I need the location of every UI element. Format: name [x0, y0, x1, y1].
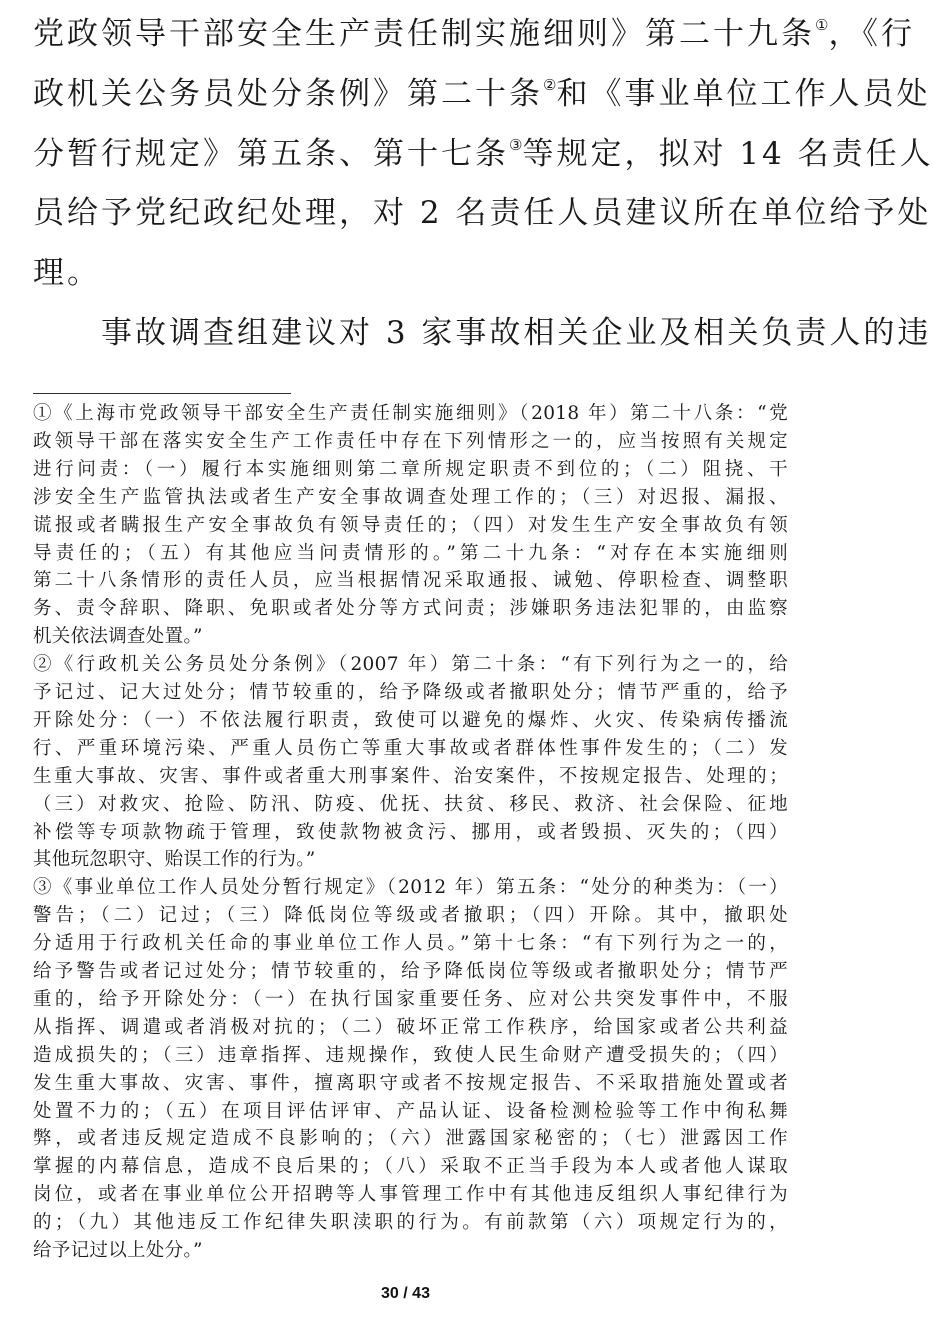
body-text-segment: ，《行 [828, 16, 915, 52]
footnote-line: 分适用于行政机关任命的事业单位工作人员。”第十七条：“有下列行为之一的， [33, 933, 788, 955]
footnote-marker: ① [815, 16, 829, 34]
footnote-line: 给予记过以上处分。” [33, 1240, 203, 1261]
footnote-line: 弊，或者违反规定造成不良影响的；（六）泄露国家秘密的；（七）泄露因工作 [33, 1128, 788, 1150]
footnote-marker: ③ [509, 136, 523, 154]
footnote-line: （三）对救灾、抢险、防汛、防疫、优抚、扶贫、移民、救济、社会保险、征地 [33, 793, 788, 815]
body-line [33, 136, 934, 172]
footnote-line: 涉安全生产监管执法或者生产安全事故调查处理工作的；（三）对迟报、漏报、 [33, 486, 788, 508]
footnote-line: 重的，给予开除处分：（一）在执行国家重要任务、应对公共突发事件中，不服 [33, 988, 788, 1010]
footnote-line: 谎报或者瞒报生产安全事故负有领导责任的；（四）对发生生产安全事故负有领 [33, 514, 788, 536]
footnote-line: 第二十八条情形的责任人员，应当根据情况采取通报、诫勉、停职检查、调整职 [33, 570, 788, 592]
footnote-line: 警告；（二）记过；（三）降低岗位等级或者撤职；（四）开除。其中，撤职处 [33, 905, 788, 927]
footnote-line: 从指挥、调遣或者消极对抗的；（二）破坏正常工作秩序，给国家或者公共利益 [33, 1016, 788, 1038]
body-text-segment: 分暂行规定》第五条、第十七条 [33, 136, 509, 172]
body-text-segment: 员给予党纪政纪处理，对 2 名责任人员建议所在单位给予处 [33, 195, 932, 231]
body-line [33, 195, 932, 231]
body-text-segment: 政机关公务员处分条例》第二十条 [33, 76, 543, 112]
footnote-line: 岗位，或者在事业单位公开招聘等人事管理工作中有其他违反组织人事纪律行为 [33, 1184, 788, 1206]
footnote-line: ②《行政机关公务员处分条例》（2007 年）第二十条：“有下列行为之一的，给 [33, 654, 788, 676]
body-text-segment: 党政领导干部安全生产责任制实施细则》第二十九条 [33, 16, 815, 52]
footnote-line: 政领导干部在落实安全生产工作责任中存在下列情形之一的，应当按照有关规定 [33, 430, 788, 452]
footnote-separator [33, 393, 291, 394]
footnote-line: 予记过、记大过处分；情节较重的，给予降级或者撤职处分；情节严重的，给予 [33, 682, 788, 703]
footnote-line: ①《上海市党政领导干部安全生产责任制实施细则》（2018 年）第二十八条：“党 [33, 403, 788, 424]
body-line [33, 76, 931, 112]
footnote-line: 机关依法调查处置。” [33, 626, 203, 648]
footnote-line: 行、严重环境污染、严重人员伤亡等重大事故或者群体性事件发生的；（二）发 [33, 737, 788, 759]
footnote-line: 开除处分：（一）不依法履行职责，致使可以避免的爆炸、火灾、传染病传播流 [33, 709, 788, 731]
body-text-segment: 理。 [33, 255, 101, 291]
footnote-line: 掌握的内幕信息，造成不良后果的；（八）采取不正当手段为本人或者他人谋取 [33, 1156, 788, 1178]
footnote-line: ③《事业单位工作人员处分暂行规定》（2012 年）第五条：“处分的种类为：（一） [33, 877, 788, 899]
footnote-line: 导责任的；（五）有其他应当问责情形的。”第二十九条：“对存在本实施细则 [33, 542, 788, 564]
body-text-segment: 等规定，拟对 14 名责任人 [522, 136, 934, 172]
footnote-line: 处置不力的；（五）在项目评估评审、产品认证、设备检测检验等工作中徇私舞 [33, 1100, 788, 1122]
footnote-line: 进行问责：（一）履行本实施细则第二章所规定职责不到位的；（二）阻挠、干 [33, 458, 788, 480]
body-text-segment: 和《事业单位工作人员处 [556, 76, 931, 112]
footnote-line: 的；（九）其他违反工作纪律失职渎职的行为。有前款第（六）项规定行为的， [33, 1212, 788, 1234]
page-number: 30 / 43 [381, 1285, 430, 1302]
footnote-line: 其他玩忽职守、贻误工作的行为。” [33, 849, 316, 871]
footnote-line: 务、责令辞职、降职、免职或者处分等方式问责；涉嫌职务违法犯罪的，由监察 [33, 598, 788, 620]
body-line [33, 255, 783, 291]
body-text-segment: 事故调查组建议对 3 家事故相关企业及相关负责人的违 [33, 315, 932, 351]
body-line [33, 315, 932, 351]
body-line [33, 16, 915, 52]
footnote-line: 造成损失的；（三）违章指挥、违规操作，致使人民生命财产遭受损失的；（四） [33, 1044, 788, 1066]
footnote-line: 生重大事故、灾害、事件或者重大刑事案件、治安案件，不按规定报告、处理的； [33, 765, 788, 787]
footnote-line: 补偿等专项款物疏于管理，致使款物被贪污、挪用，或者毁损、灭失的；（四） [33, 821, 788, 843]
footnote-line: 给予警告或者记过处分；情节较重的，给予降低岗位等级或者撤职处分；情节严 [33, 961, 788, 982]
footnote-line: 发生重大事故、灾害、事件，擅离职守或者不按规定报告、不采取措施处置或者 [33, 1072, 788, 1094]
footnote-marker: ② [543, 76, 557, 94]
